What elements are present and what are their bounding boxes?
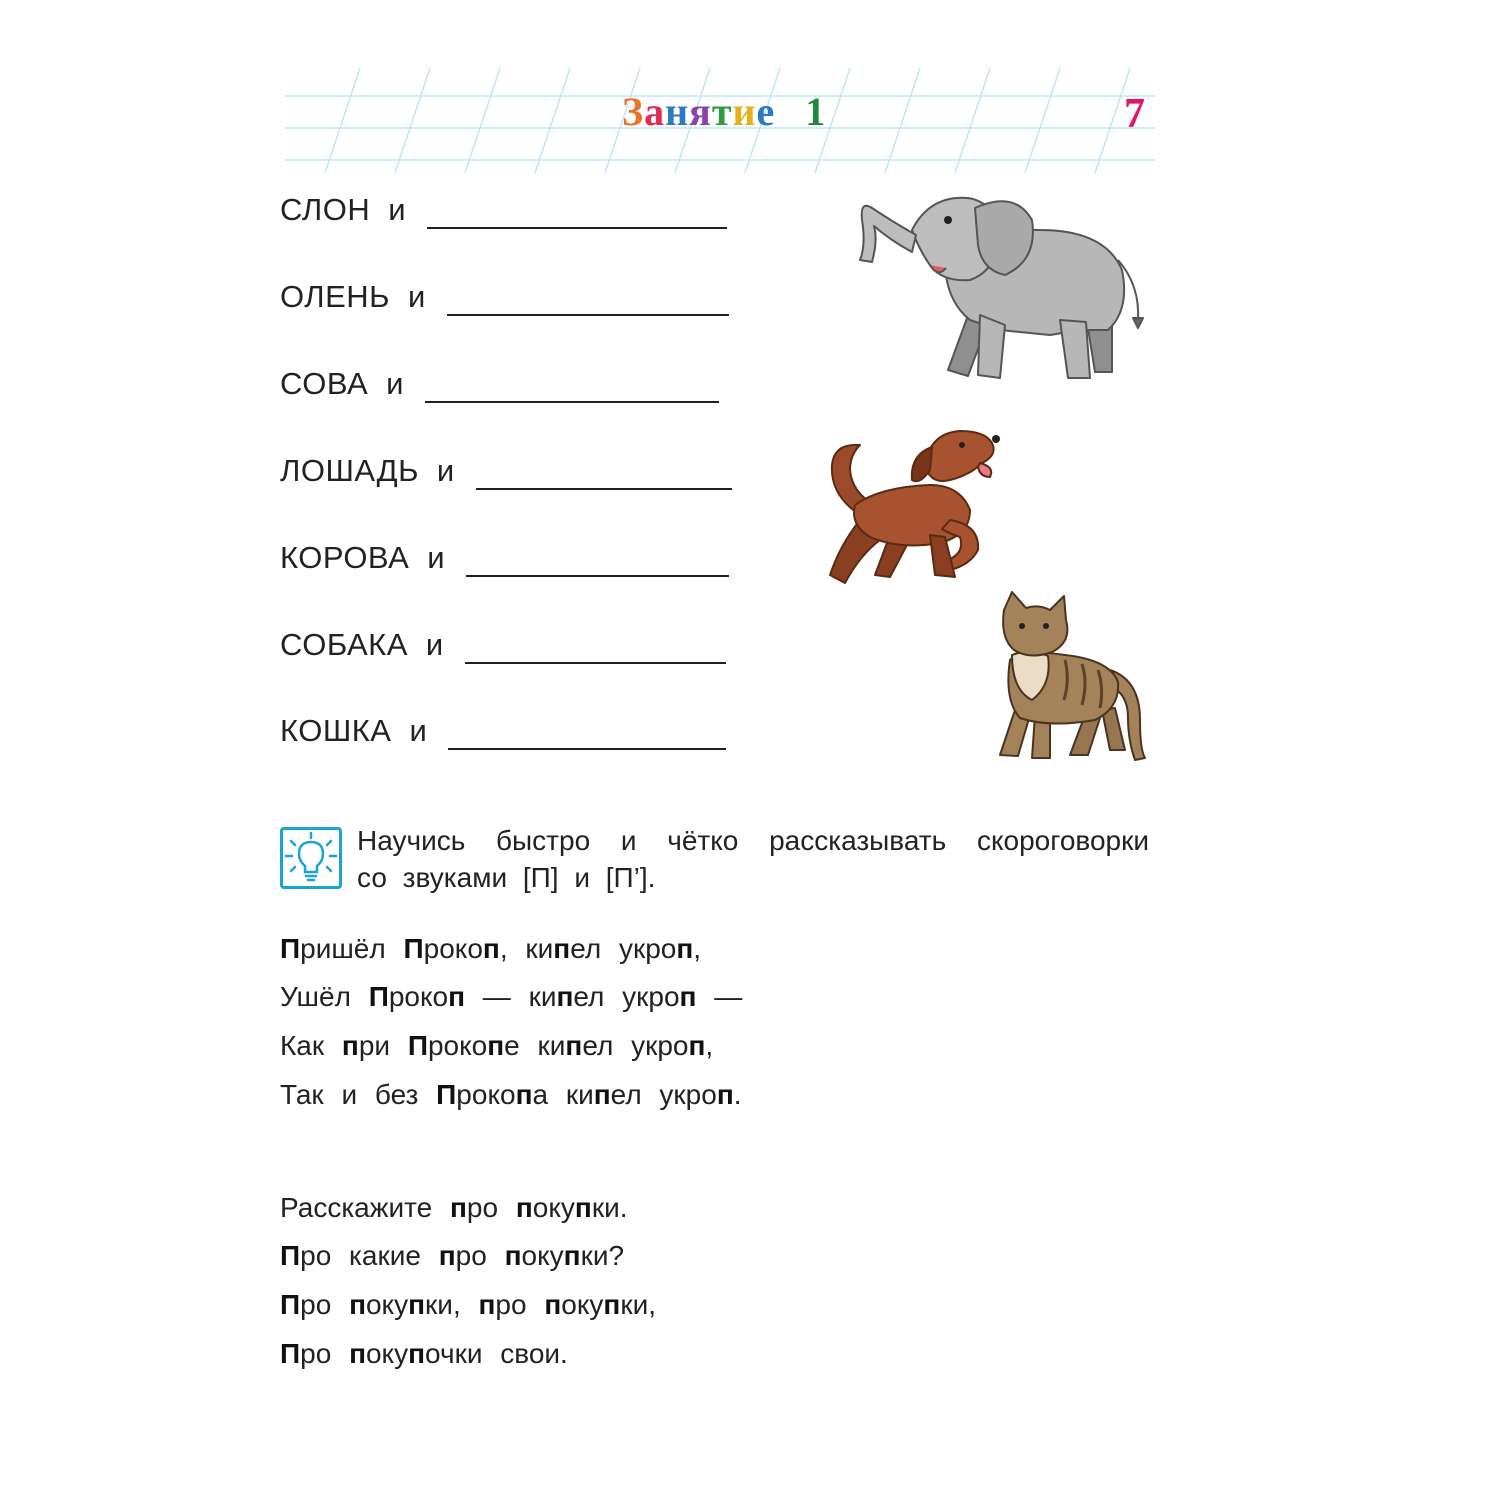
verse-text: Так и без — [280, 1079, 437, 1110]
highlighted-sound: п — [448, 981, 466, 1012]
title-letter: н — [665, 89, 690, 134]
answer-blank-line[interactable] — [448, 748, 726, 750]
verse-text: ки, — [425, 1289, 479, 1320]
verse-text: ел укро — [582, 1030, 689, 1061]
tip-line-2: со звуками [П] и [П’]. — [357, 862, 656, 893]
word-pair-row — [280, 192, 406, 232]
highlighted-sound: п — [438, 1240, 456, 1271]
highlighted-sound: П — [280, 933, 301, 964]
highlighted-sound: п — [553, 933, 571, 964]
page-number: 7 — [1124, 91, 1145, 137]
pair-word: КОШКА — [280, 713, 392, 748]
verse-line — [280, 1192, 628, 1224]
verse-text: , ки — [499, 933, 554, 964]
highlighted-sound: п — [349, 1289, 366, 1320]
verse-text: роко — [427, 1030, 488, 1061]
highlighted-sound: П — [403, 933, 424, 964]
word-pair-row — [280, 366, 403, 406]
verse-text: Расскажите — [280, 1192, 450, 1223]
verse-text: Как — [280, 1030, 342, 1061]
pair-word: СОВА — [280, 366, 369, 401]
pair-word: КОРОВА — [280, 540, 410, 575]
highlighted-sound: п — [716, 1079, 734, 1110]
highlighted-sound: П — [280, 1338, 301, 1369]
highlighted-sound: п — [593, 1079, 611, 1110]
highlighted-sound: п — [482, 933, 500, 964]
highlighted-sound: п — [688, 1030, 706, 1061]
answer-blank-line[interactable] — [447, 314, 729, 316]
verse-text: ел укро — [610, 1079, 717, 1110]
pair-conjunction: и — [409, 713, 427, 748]
verse-line — [280, 1240, 624, 1272]
pair-conjunction: и — [427, 540, 445, 575]
pair-conjunction: и — [425, 627, 444, 662]
highlighted-sound: п — [574, 1192, 592, 1223]
verse-line — [280, 1338, 568, 1370]
highlighted-sound: п — [544, 1289, 562, 1320]
highlighted-sound: П — [407, 1030, 428, 1061]
verse-text: ро — [495, 1289, 545, 1320]
verse-text: очки свои. — [425, 1338, 568, 1369]
title-letter: я — [689, 89, 712, 134]
title-letter: т — [711, 89, 733, 134]
pair-word: ЛОШАДЬ — [280, 453, 419, 488]
highlighted-sound: П — [368, 981, 389, 1012]
verse-text: роко — [388, 981, 449, 1012]
pair-conjunction: и — [386, 366, 404, 401]
cat-illustration — [990, 590, 1150, 765]
highlighted-sound: п — [565, 1030, 583, 1061]
verse-text: ро — [466, 1192, 516, 1223]
verse-text: ро — [300, 1289, 350, 1320]
verse-text: ки, — [620, 1289, 657, 1320]
pair-conjunction: и — [408, 279, 426, 314]
verse-text: , — [705, 1030, 714, 1061]
title-letter: е — [756, 89, 776, 134]
verse-text: , — [693, 933, 702, 964]
verse-text: оку — [521, 1240, 564, 1271]
lesson-title-word — [622, 89, 775, 134]
answer-blank-line[interactable] — [425, 401, 719, 403]
word-pair-row — [280, 453, 454, 493]
title-letter: а — [644, 89, 666, 134]
word-pair-row — [280, 540, 445, 580]
verse-line — [280, 933, 701, 965]
verse-text: ки. — [591, 1192, 628, 1223]
highlighted-sound: п — [515, 1079, 533, 1110]
highlighted-sound: п — [487, 1030, 505, 1061]
pair-conjunction: и — [436, 453, 455, 488]
highlighted-sound: п — [341, 1030, 359, 1061]
tip-line-1: Научись быстро и чётко рассказывать скороговорки — [357, 825, 1149, 856]
pair-conjunction: и — [388, 192, 406, 227]
verse-text: ро — [300, 1338, 350, 1369]
verse-line — [280, 1289, 656, 1321]
answer-blank-line[interactable] — [427, 227, 727, 229]
verse-text: ел укро — [573, 981, 680, 1012]
highlighted-sound: п — [478, 1289, 496, 1320]
verse-text: ки? — [580, 1240, 625, 1271]
verse-text: Ушёл — [280, 981, 369, 1012]
pair-word: ОЛЕНЬ — [280, 279, 391, 314]
verse-text: роко — [423, 933, 483, 964]
verse-text: оку — [561, 1289, 604, 1320]
pair-word: СОБАКА — [280, 627, 408, 662]
highlighted-sound: П — [436, 1079, 457, 1110]
highlighted-sound: п — [603, 1289, 621, 1320]
answer-blank-line[interactable] — [465, 662, 726, 664]
lightbulb-icon — [280, 827, 342, 889]
verse-text: оку — [365, 1289, 409, 1320]
elephant-illustration — [850, 190, 1150, 390]
highlighted-sound: п — [450, 1192, 467, 1223]
title-letter: З — [622, 89, 645, 134]
verse-text: ро какие — [300, 1240, 439, 1271]
highlighted-sound: п — [676, 933, 694, 964]
highlighted-sound: П — [280, 1289, 301, 1320]
word-pair-row — [280, 279, 425, 319]
lesson-title — [622, 88, 826, 135]
word-pair-row — [280, 713, 427, 753]
title-letter: и — [732, 89, 757, 134]
answer-blank-line[interactable] — [476, 488, 732, 490]
verse-text: . — [733, 1079, 742, 1110]
verse-text: оку — [365, 1338, 409, 1369]
highlighted-sound: п — [504, 1240, 522, 1271]
verse-text: ро — [455, 1240, 505, 1271]
dog-illustration — [820, 425, 1005, 590]
verse-text: роко — [456, 1079, 516, 1110]
verse-text: ри — [358, 1030, 408, 1061]
tip-text — [357, 822, 1149, 896]
highlighted-sound: п — [349, 1338, 366, 1369]
highlighted-sound: п — [515, 1192, 533, 1223]
verse-text: оку — [532, 1192, 575, 1223]
verse-text: ел укро — [570, 933, 677, 964]
word-pair-row — [280, 627, 443, 667]
highlighted-sound: п — [408, 1338, 426, 1369]
verse-line — [280, 1079, 742, 1111]
verse-line — [280, 1030, 713, 1062]
highlighted-sound: п — [408, 1289, 426, 1320]
highlighted-sound: П — [280, 1240, 301, 1271]
verse-text: е ки — [504, 1030, 566, 1061]
verse-text: а ки — [532, 1079, 594, 1110]
answer-blank-line[interactable] — [466, 575, 729, 577]
verse-text: — — [696, 981, 743, 1012]
highlighted-sound: п — [556, 981, 574, 1012]
highlighted-sound: п — [563, 1240, 581, 1271]
verse-line — [280, 981, 742, 1013]
lesson-number: 1 — [805, 89, 827, 134]
verse-text: — ки — [465, 981, 557, 1012]
verse-text: ришёл — [300, 933, 404, 964]
pair-word: СЛОН — [280, 192, 371, 227]
highlighted-sound: п — [679, 981, 697, 1012]
